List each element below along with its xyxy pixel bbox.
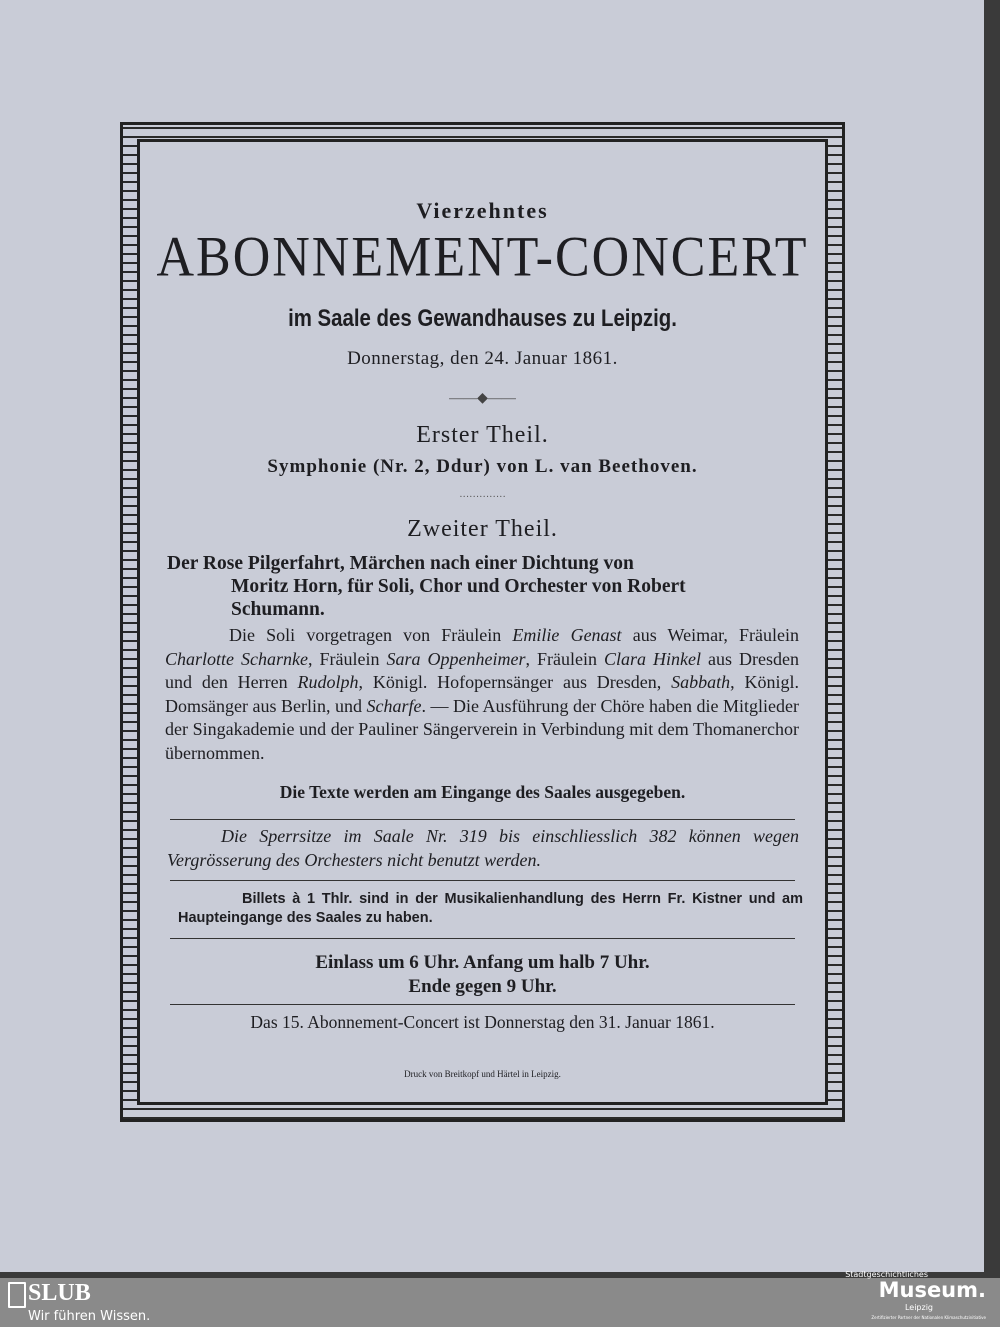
rule (170, 938, 795, 939)
poster-title: ABONNEMENT-CONCERT (156, 226, 809, 289)
slub-tagline: Wir führen Wissen. (28, 1309, 151, 1324)
venue: im Saale des Gewandhauses zu Leipzig. (288, 305, 677, 332)
part1-heading: Erster Theil. (416, 422, 549, 448)
poster-content (137, 139, 828, 1105)
performer-name: Charlotte Scharnke (165, 648, 308, 669)
soloists-text: , Königl. Domsänger aus Berlin, und (165, 672, 799, 716)
work-line: Moritz Horn, für Soli, Chor und Orchester von Robert (231, 576, 686, 597)
rule (170, 1004, 795, 1005)
museum-certification: Zertifizierter Partner der Nationalen Klimaschutzinitiative (871, 1315, 986, 1320)
printer-credit: Druck von Breitkopf und Härtel in Leipzig. (404, 1069, 561, 1079)
part2-heading: Zweiter Theil. (407, 516, 558, 542)
part2-work (167, 552, 686, 621)
performer-name: Sabbath (671, 672, 731, 692)
seats-note: Die Sperrsitze im Saale Nr. 319 bis einschliesslich 382 können wegen Vergrösserung des Orchesters nicht benutzt werden. (167, 826, 799, 870)
soloists-text: . — Die Ausführung der Chöre haben die Mitglieder der Singakademie und der Pauliner Sängerverein in Verbindung mit dem Thomanerchor übernommen. (165, 695, 799, 763)
work-line: Der Rose Pilgerfahrt, Märchen nach einer Dichtung von (167, 553, 634, 574)
concert-number: Vierzehntes (416, 198, 549, 223)
end-time: Ende gegen 9 Uhr. (408, 976, 557, 997)
soloists-text: aus Weimar, Fräulein (621, 625, 799, 645)
soloists-text: , Fräulein (307, 648, 387, 669)
footer-bar (0, 1270, 1000, 1327)
soloists-paragraph (165, 624, 799, 765)
tickets-note: Billets à 1 Thlr. sind in der Musikalienhandlung des Herrn Fr. Kistner und am Haupteingange des Saales zu haben. (178, 891, 803, 926)
performer-name: Sara Oppenheimer (386, 648, 526, 669)
performer-name: Clara Hinkel (603, 648, 701, 669)
next-concert: Das 15. Abonnement-Concert ist Donnerstag den 31. Januar 1861. (250, 1012, 715, 1032)
soloists-text: Die Soli vorgetragen von Fräulein (229, 625, 513, 645)
dotted-divider: ·············· (459, 492, 506, 503)
museum-logo[interactable]: Museum. (878, 1278, 986, 1302)
ornament-divider: ——◆—— (449, 391, 516, 406)
performer-name: Rudolph (297, 672, 359, 692)
concert-date: Donnerstag, den 24. Januar 1861. (347, 348, 618, 369)
rule (170, 819, 795, 820)
admission-times: Einlass um 6 Uhr. Anfang um halb 7 Uhr. (315, 952, 650, 973)
soloists-text: aus Dresden und den Herren (165, 648, 799, 692)
museum-line1: Stadtgeschichtliches (845, 1270, 928, 1279)
rule (170, 880, 795, 881)
museum-city: Leipzig (904, 1303, 933, 1312)
texts-note: Die Texte werden am Eingange des Saales ausgegeben. (279, 782, 686, 802)
slub-book-icon (8, 1282, 26, 1308)
soloists-text: , Königl. Hofopernsänger aus Dresden, (358, 672, 672, 692)
performer-name: Emilie Genast (512, 625, 622, 645)
performer-name: Scharfe (366, 695, 422, 716)
ornamental-border (120, 122, 845, 1122)
part1-work: Symphonie (Nr. 2, Ddur) von L. van Beethoven. (267, 456, 698, 477)
work-line: Schumann. (231, 599, 325, 620)
soloists-text: , Fräulein (525, 648, 604, 669)
slub-logo[interactable]: SLUB (28, 1280, 91, 1306)
